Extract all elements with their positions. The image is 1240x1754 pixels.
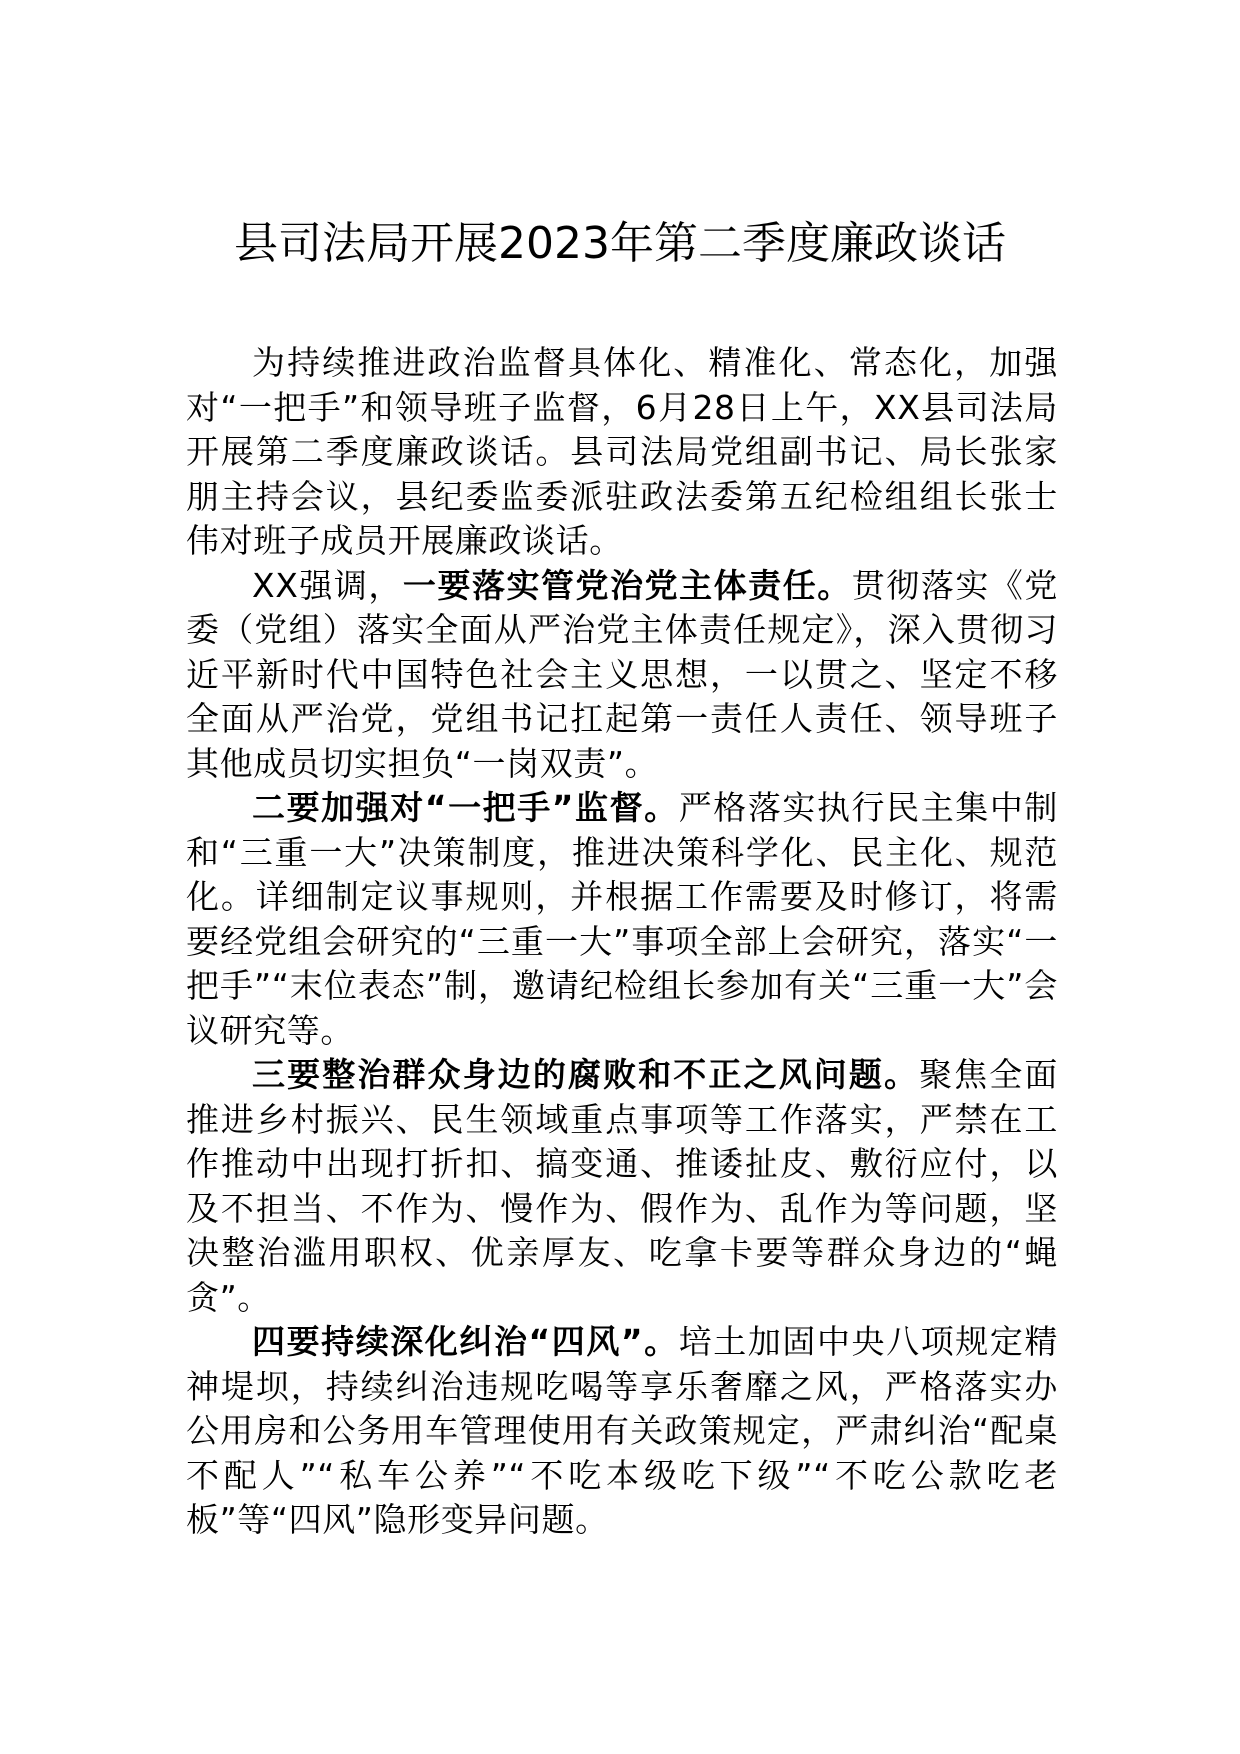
paragraph-text: 贯彻落实《党委（党组）落实全面从严治党主体责任规定》，深入贯彻习近平新时代中国特色社会主义思想，一以贯之、坚定不移全面从严治党，党组书记扛起第一责任人责任、领导班子其他成员切实担负“一岗双责”。 (186, 565, 1058, 783)
paragraph-intro (186, 341, 1058, 564)
paragraph-text: 培土加固中央八项规定精神堤坝，持续纠治违规吃喝等享乐奢靡之风，严格落实办公用房和公务用车管理使用有关政策规定，严肃纠治“配桌不配人”“私车公养”“不吃本级吃下级”“不吃公款吃老板”等“四风”隐形变异问题。 (186, 1322, 1058, 1539)
paragraph-heading: 三要整治群众身边的腐败和不正之风问题。 (252, 1055, 920, 1094)
paragraph-point-1 (186, 564, 1058, 787)
paragraph-heading: 四要持续深化纠治“四风”。 (252, 1322, 679, 1361)
paragraph-text: 聚焦全面推进乡村振兴、民生领域重点事项等工作落实，严禁在工作推动中出现打折扣、搞变通、推诿扯皮、敷衍应付，以及不担当、不作为、慢作为、假作为、乱作为等问题，坚决整治滥用职权、优亲厚友、吃拿卡要等群众身边的“蝇贪”。 (186, 1055, 1058, 1317)
paragraph-heading: 一要落实管党治党主体责任。 (402, 565, 852, 605)
paragraph-text: 为持续推进政治监督具体化、精准化、常态化，加强对“一把手”和领导班子监督，6月28日上午，XX县司法局开展第二季度廉政谈话。县司法局党组副书记、局长张家朋主持会议，县纪委监委派驻政法委第五纪检组组长张士伟对班子成员开展廉政谈话。 (186, 343, 1058, 560)
document-body (186, 341, 1058, 1543)
paragraph-text: 严格落实执行民主集中制和“三重一大”决策制度，推进决策科学化、民主化、规范化。详细制定议事规则，并根据工作需要及时修订，将需要经党组会研究的“三重一大”事项全部上会研究，落实“一把手”“末位表态”制，邀请纪检组长参加有关“三重一大”会议研究等。 (186, 788, 1058, 1050)
paragraph-lead: XX强调， (252, 565, 403, 605)
paragraph-point-3 (186, 1053, 1058, 1320)
paragraph-heading: 二要加强对“一把手”监督。 (252, 788, 679, 827)
paragraph-point-2 (186, 786, 1058, 1053)
paragraph-point-4 (186, 1320, 1058, 1543)
document-title: 县司法局开展2023年第二季度廉政谈话 (234, 218, 1006, 269)
